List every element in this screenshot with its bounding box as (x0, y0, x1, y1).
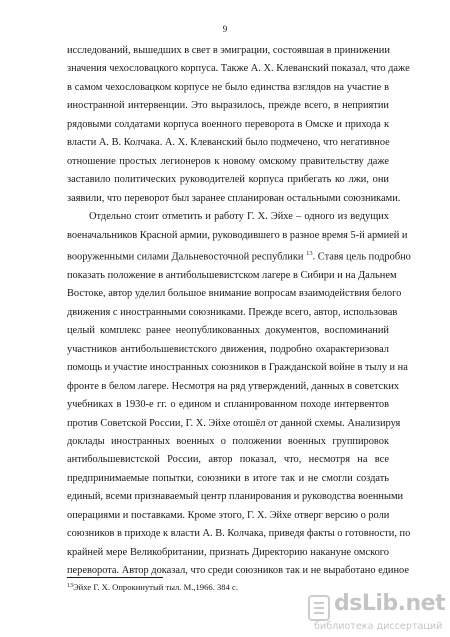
text-line: союзников в приходе к власти А. В. Колчака, приведя факты о готовности, по (67, 528, 411, 540)
watermark-logo (308, 591, 446, 635)
watermark-subtitle: библиотека диссертаций (314, 621, 443, 632)
text-line: значения чехословацкого корпуса. Также А. Х. Клеванский показал, что даже (67, 63, 410, 75)
text-line: против Советской России, Г. Х. Эйхе отошёл от данной схемы. Анализируя (67, 417, 401, 429)
text-line: фронте в белом лагере. Несмотря на ряд утверждений, данных в советских (67, 380, 400, 392)
footnote-divider (67, 577, 163, 578)
text-line: движения с иностранными союзниками. Прежде всего, автор, использовав (67, 306, 398, 318)
footnote-reference[interactable]: 13 (306, 249, 313, 257)
watermark-name: dsLib.net (334, 591, 446, 616)
text-line: показать положение в антибольшевистском лагере в Сибири и на Дальнем (67, 269, 397, 281)
text-line: военачальников Красной армии, руководившего в разное время 5-й армией и (67, 229, 408, 241)
text-line: антибольшевистской России, автор показал, что, несмотря на все (67, 454, 389, 466)
footnote-number: 13 (67, 583, 73, 589)
text-line: Отдельно стоит отметить и работу Г. Х. Эйхе – одного из ведущих (89, 211, 389, 223)
text-line: помощь и участие иностранных союзников в Гражданской войне в тылу и на (67, 362, 408, 374)
body-text (67, 42, 411, 581)
text-line: власти А. В. Колчака. А. Х. Клеванский было подмечено, что негативное (67, 137, 390, 149)
text-line: иностранной интервенции. Это выразилось, прежде всего, в неприятии (67, 100, 389, 112)
text-line-with-footnote (67, 245, 411, 267)
page-number: 9 (222, 24, 228, 34)
text-fragment: вооруженными силами Дальневосточной республики (67, 251, 307, 263)
text-line: заявили, что переворот был заранее спланирован остальными союзниками. (67, 192, 401, 204)
text-line: единый, всеми признаваемый центр планирования и руководства военными (67, 491, 404, 503)
text-line: доклады иностранных военных о положении военных группировок (67, 435, 389, 447)
text-line: переворота. Автор доказал, что среди союзников так и не выработано единое (67, 565, 409, 577)
text-line: участников антибольшевистского движения, подробно охарактеризовал (67, 343, 389, 355)
text-line: отношение простых легионеров к новому омскому правительству даже (67, 155, 389, 167)
text-line: в самом чехословацком корпусе не было единства взглядов на участие в (67, 81, 389, 93)
text-line: учебниках в 1930-е гг. о едином и спланированном походе интервентов (67, 399, 389, 411)
footnote-text: Эйхе Г. Х. Опрокинутый тыл. М.,1966. 384 с. (73, 582, 239, 592)
footnote (67, 582, 238, 592)
text-line: целый комплекс ранее неопубликованных документов, воспоминаний (67, 325, 389, 337)
text-line: предпринимаемые попытки, союзники в итоге так и не смогли создать (67, 472, 389, 484)
text-line: Востоке, автор уделил большое внимание вопросам взаимодействия белого (67, 288, 402, 300)
text-line: крайней мере Великобритании, признать Директорию накануне омского (67, 546, 389, 558)
text-line: рядовыми солдатами корпуса военного переворота в Омске и прихода к (67, 118, 389, 130)
book-icon (308, 595, 330, 621)
text-line: операциями и поставками. Кроме этого, Г. Х. Эйхе отверг версию о роли (67, 509, 390, 521)
text-line: заставило политических руководителей корпуса прибегать ко лжи, они (67, 174, 389, 186)
text-line: исследований, вышедших в свет в эмиграции, состоявшая в принижении (67, 45, 390, 56)
text-fragment: . Ставя цель подробно (312, 251, 411, 263)
